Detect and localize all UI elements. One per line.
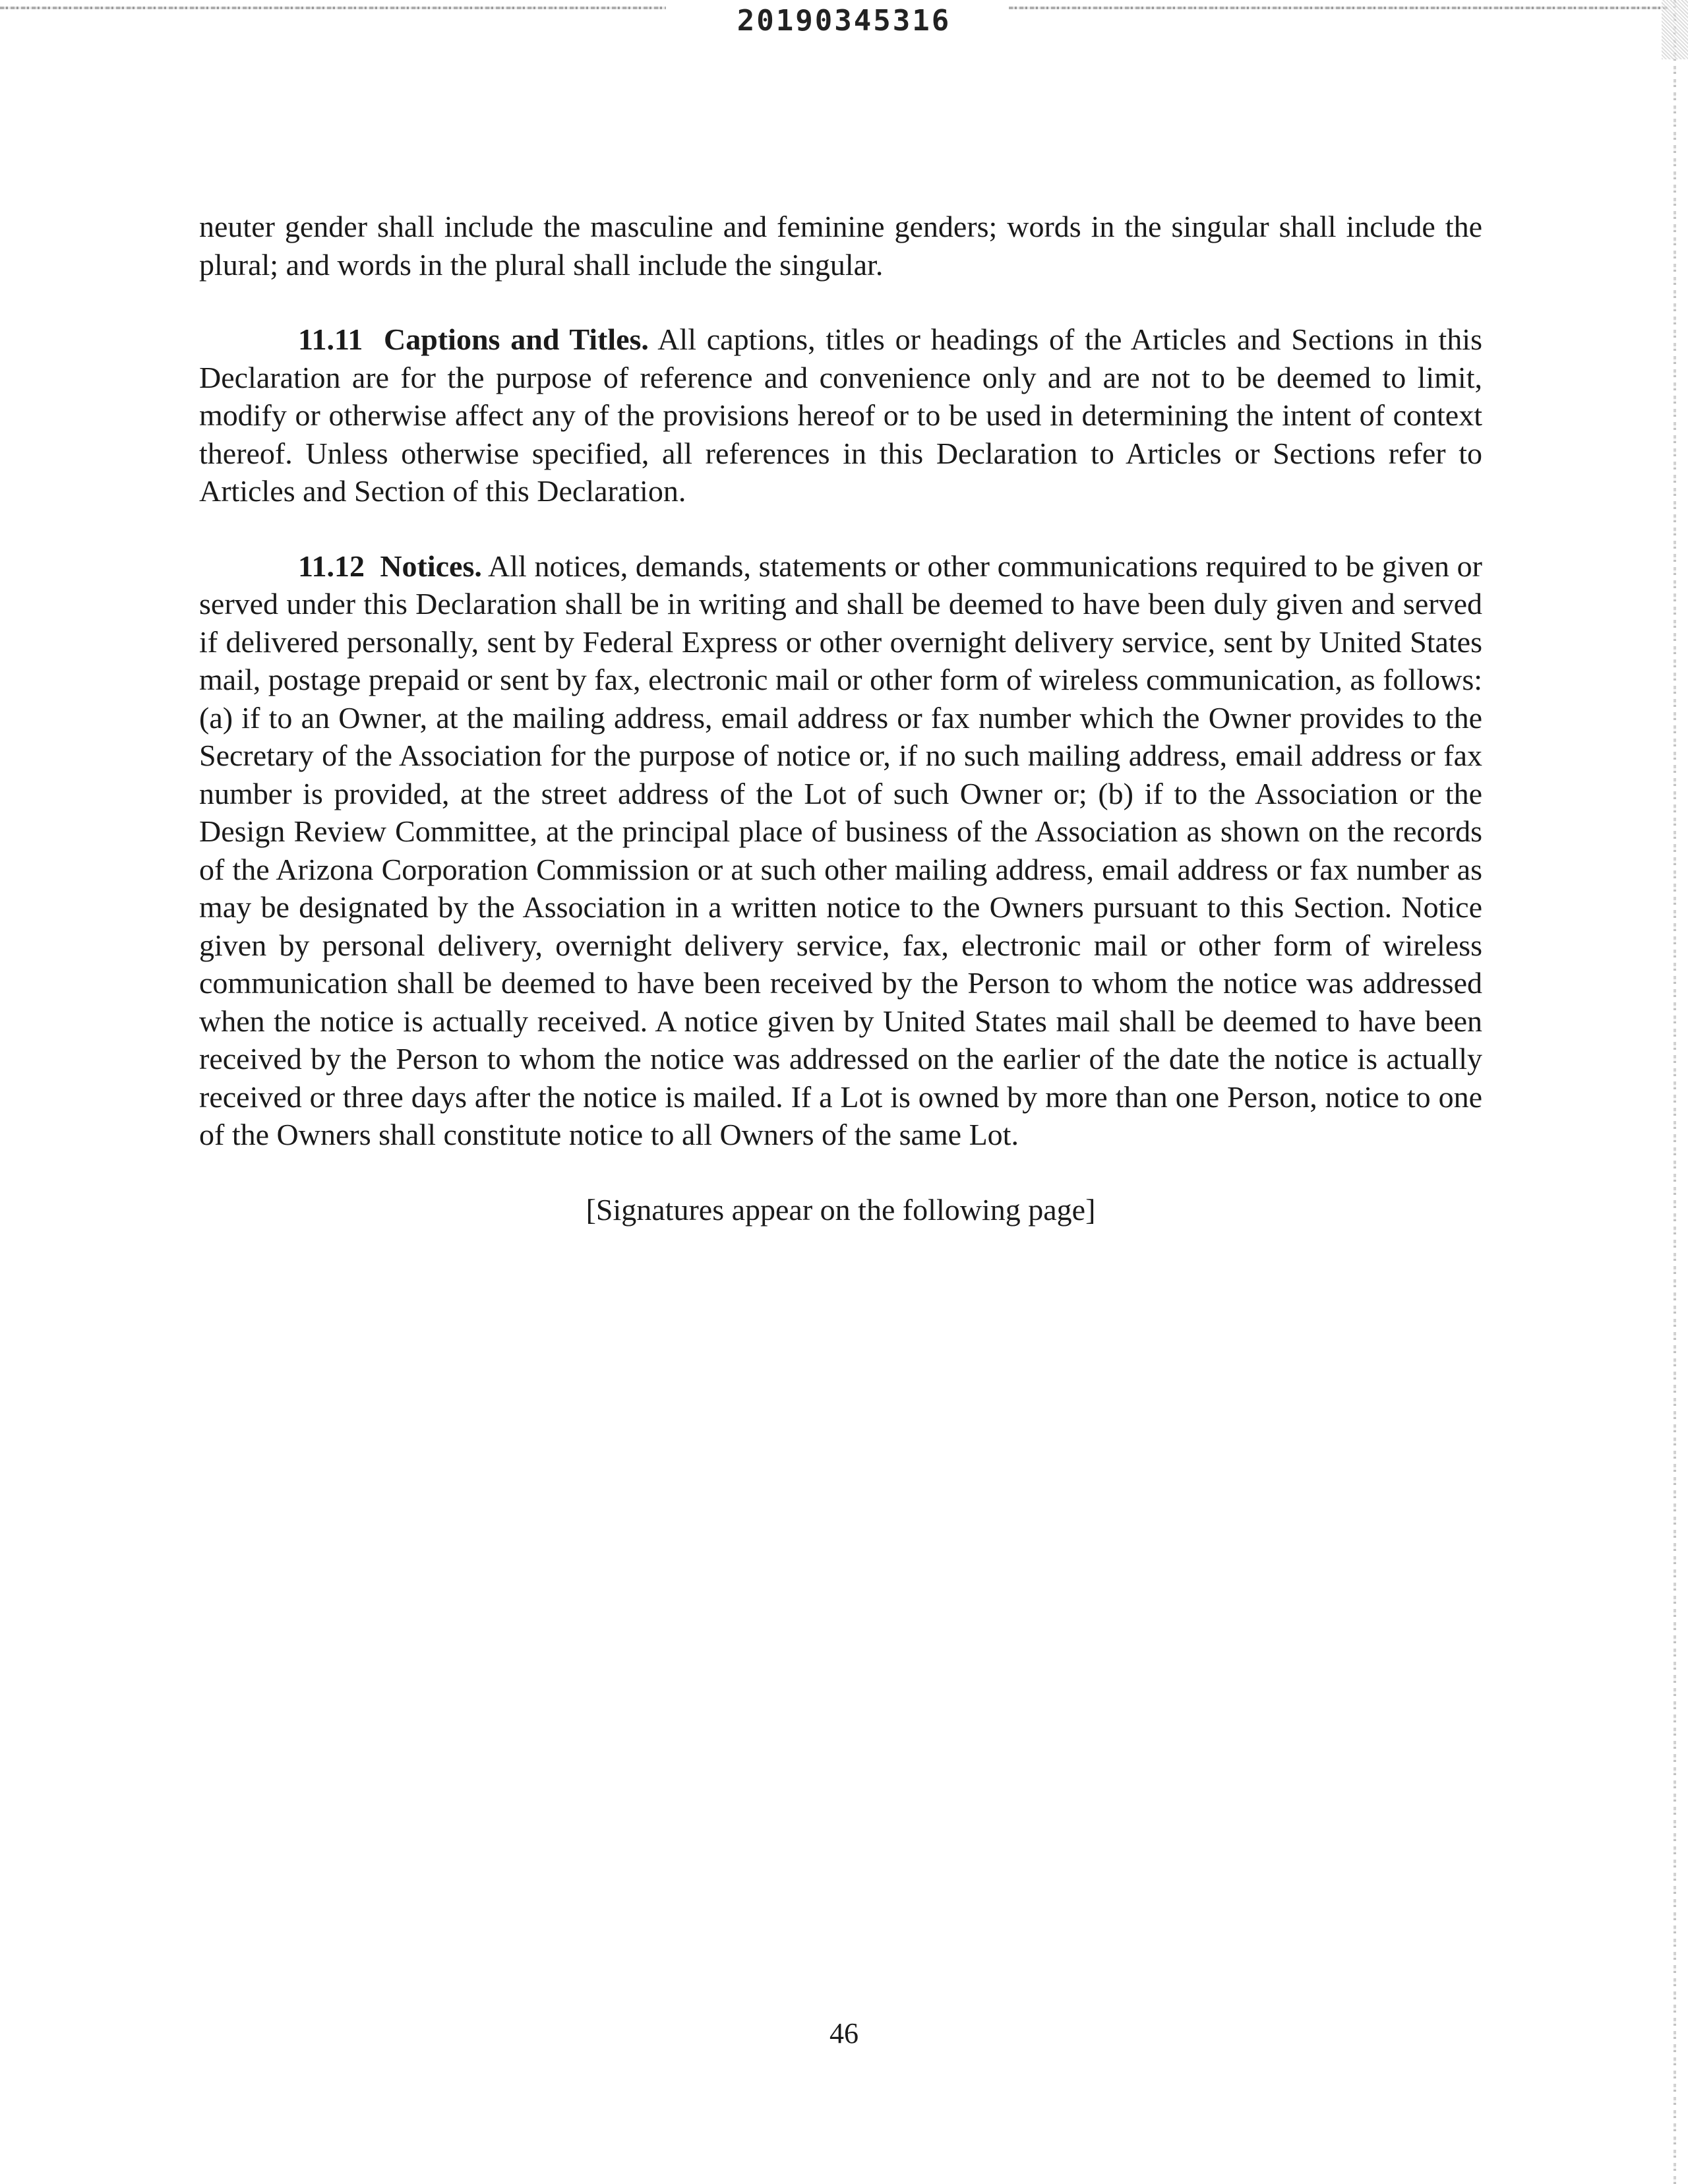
section-title: Captions and Titles. xyxy=(384,322,649,356)
section-title: Notices. xyxy=(380,549,482,583)
continuation-paragraph: neuter gender shall include the masculine and feminine genders; words in the singular shall include the plural; and words in the plural shall include the singular. xyxy=(199,210,1482,282)
document-number: 20190345316 xyxy=(737,4,951,38)
section-number: 11.11 xyxy=(298,322,363,356)
section-11-11 xyxy=(199,320,1482,510)
section-11-12 xyxy=(199,547,1482,1154)
section-number: 11.12 xyxy=(298,549,365,583)
document-body xyxy=(199,208,1482,1259)
signature-note: [Signatures appear on the following page] xyxy=(586,1192,1096,1227)
section-text: All captions, titles or headings of the Articles and Sections in this Declaration are for the purpose of reference and convenience only and are not to be deemed to limit, modify or otherwise affect any of the provisions hereof or to be used in determining the intent of context thereof. Unless otherwise specified, all references in this Declaration to Articles or Sections refer to Articles and Section of this Declaration. xyxy=(199,322,1482,508)
section-text: All notices, demands, statements or other communications required to be given or served under this Declaration shall be in writing and shall be deemed to have been duly given and served if delivered personally, sent by Federal Express or other overnight delivery service, sent by United States mail, postage prepaid or sent by fax, electronic mail or other form of wireless communication, as follows: (a) if to an Owner, at the mailing address, email address or fax number which the Owner provides to the Secretary of the Association for the purpose of notice or, if no such mailing address, email address or fax number is provided, at the street address of the Lot of such Owner or; (b) if to the Association or the Design Review Committee, at the principal place of business of the Association as shown on the records of the Arizona Corporation Commission or at such other mailing address, email address or fax number as may be designated by the Association in a written notice to the Owners pursuant to this Section. Notice given by personal delivery, overnight delivery service, fax, electronic mail or other form of wireless communication shall be deemed to have been received by the Person to whom the notice was addressed when the notice is actually received. A notice given by United States mail shall be deemed to have been received by the Person to whom the notice was addressed on the earlier of the date the notice is actually received or three days after the notice is mailed. If a Lot is owned by more than one Person, notice to one of the Owners shall constitute notice to all Owners of the same Lot. xyxy=(199,549,1482,1151)
scan-artifact-right-edge xyxy=(1673,0,1676,2184)
page-number: 46 xyxy=(829,2017,859,2049)
